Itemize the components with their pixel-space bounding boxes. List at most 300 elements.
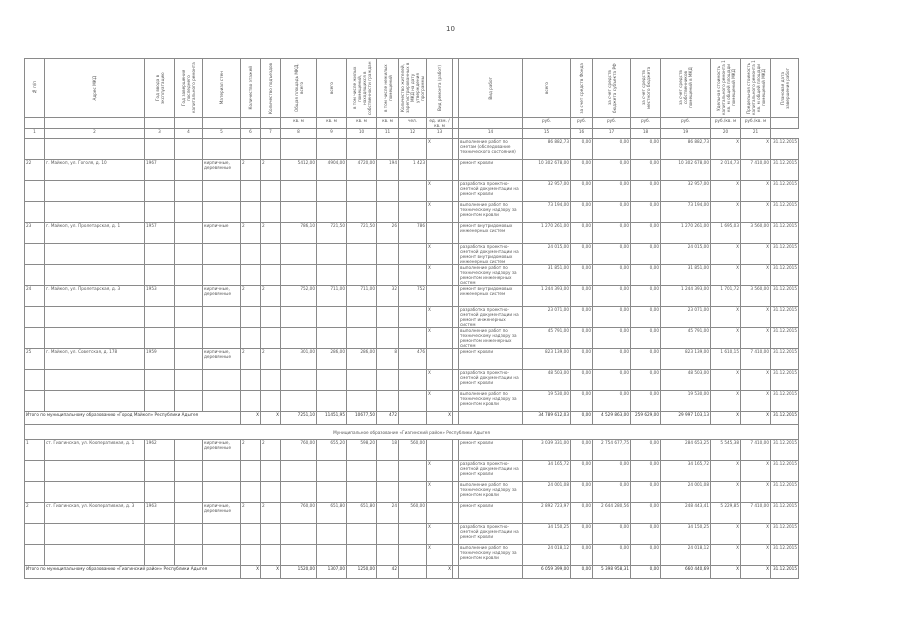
cell-fund: 0,00	[571, 265, 593, 286]
total-reg: 4 529 863,00	[593, 412, 631, 425]
cell-liv	[317, 265, 347, 286]
header-label: за счет средств Фонда	[579, 62, 584, 114]
column-number-cell: 11	[377, 129, 399, 139]
cell-own: 651,80	[347, 503, 377, 524]
cell-entr	[261, 244, 281, 265]
unit-cell	[771, 118, 799, 129]
cell-area	[281, 482, 317, 503]
cell-year	[145, 202, 175, 223]
total-label: Итого по муниципальному образованию «Город Майкоп» Республики Адыгея	[25, 412, 241, 425]
cell-floors	[241, 244, 261, 265]
total-row	[25, 566, 799, 579]
cell-entr	[261, 181, 281, 202]
total-code: X	[427, 566, 453, 579]
cell-total: 45 791,00	[523, 328, 571, 349]
empty-cell	[175, 328, 203, 349]
empty-cell	[175, 482, 203, 503]
cell-date: 31.12.2015	[771, 202, 799, 223]
total-spec: X	[711, 566, 741, 579]
cell-loc: 0,00	[631, 461, 661, 482]
cell-fund: 0,00	[571, 244, 593, 265]
cell-wall: кирпичные	[203, 223, 241, 244]
cell-total: 73 194,00	[523, 202, 571, 223]
cell-lim: 7 410,00	[741, 503, 771, 524]
cell-year: 1959	[145, 349, 175, 370]
cell-entr: 2	[261, 440, 281, 461]
cell-n	[25, 265, 45, 286]
header-label: Количество этажей	[248, 66, 253, 110]
cell-wall: кирпичные, деревянные	[203, 160, 241, 181]
column-number-cell: 6	[241, 129, 261, 139]
cell-year	[145, 482, 175, 503]
cell-own2: 248 443,41	[661, 503, 711, 524]
cell-liv: 286,00	[317, 349, 347, 370]
cell-year	[145, 461, 175, 482]
cell-liv	[317, 370, 347, 391]
cell-loc: 0,00	[631, 139, 661, 160]
cell-floors: 2	[241, 440, 261, 461]
cell-floors	[241, 545, 261, 566]
unit-cell: ед. изм. / кв. м	[427, 118, 453, 129]
work-row	[25, 391, 799, 412]
cell-work: выполнение работ по техническому надзору за ремонтом кровли	[459, 391, 523, 412]
empty-cell	[175, 307, 203, 328]
cell-unit	[399, 181, 427, 202]
cell-spec: 1 701,72	[711, 286, 741, 307]
header-cell	[711, 59, 741, 118]
header-label: всего	[329, 81, 334, 95]
cell-reg: 0,00	[593, 391, 631, 412]
cell-spec: X	[711, 524, 741, 545]
cell-own2: 23 071,00	[661, 307, 711, 328]
column-number-cell: 19	[661, 129, 711, 139]
cell-own2: 45 791,00	[661, 328, 711, 349]
cell-loc: 0,00	[631, 545, 661, 566]
house-row	[25, 286, 799, 307]
cell-code	[427, 503, 453, 524]
cell-addr: г. Майкоп, ул. Пролетарская, д. 3	[45, 286, 145, 307]
cell-reg: 0,00	[593, 370, 631, 391]
cell-entr	[261, 545, 281, 566]
column-number-cell: 18	[631, 129, 661, 139]
cell-spec: 5 545,38	[711, 440, 741, 461]
cell-own2: 24 015,00	[661, 244, 711, 265]
cell-n	[25, 370, 45, 391]
cell-loc: 0,00	[631, 244, 661, 265]
cell-fund: 0,00	[571, 139, 593, 160]
total-total: 34 789 612,03	[523, 412, 571, 425]
work-row	[25, 202, 799, 223]
cell-code: X	[427, 307, 453, 328]
column-number-cell: 3	[145, 129, 175, 139]
house-row	[25, 223, 799, 244]
cell-n	[25, 545, 45, 566]
cell-wall: кирпичные, деревянные	[203, 349, 241, 370]
cell-date: 31.12.2015	[771, 545, 799, 566]
cell-liv	[317, 181, 347, 202]
cell-n	[25, 461, 45, 482]
cell-entr: 2	[261, 349, 281, 370]
cell-n	[25, 482, 45, 503]
cell-own2: 34 150,25	[661, 524, 711, 545]
cell-reg: 0,00	[593, 545, 631, 566]
work-row	[25, 328, 799, 349]
header-cell	[25, 59, 45, 118]
cell-area	[281, 307, 317, 328]
cell-lim: 7 410,00	[741, 160, 771, 181]
cell-entr	[261, 461, 281, 482]
cell-own	[347, 244, 377, 265]
work-row	[25, 265, 799, 286]
cell-wall	[203, 307, 241, 328]
cell-total: 3 039 331,00	[523, 440, 571, 461]
empty-cell	[175, 440, 203, 461]
cell-loc: 0,00	[631, 265, 661, 286]
cell-entr	[261, 328, 281, 349]
cell-floors	[241, 202, 261, 223]
cell-year: 1962	[145, 440, 175, 461]
cell-wall	[203, 545, 241, 566]
unit-cell: кв. м	[377, 118, 399, 129]
cell-area	[281, 524, 317, 545]
cell-work: ремонт кровли	[459, 160, 523, 181]
cell-spec: X	[711, 202, 741, 223]
cell-fund: 0,00	[571, 307, 593, 328]
cell-work: выполнение работ по техническому надзору за ремонтом инженерных систем	[459, 328, 523, 349]
cell-wall	[203, 181, 241, 202]
unit-cell	[25, 118, 45, 129]
cell-own: 598,20	[347, 440, 377, 461]
cell-people: 8	[377, 349, 399, 370]
cell-own: 721,50	[347, 223, 377, 244]
cell-n	[25, 244, 45, 265]
cell-year: 1957	[145, 223, 175, 244]
cell-code: X	[427, 370, 453, 391]
cell-year	[145, 139, 175, 160]
cell-own2: 284 653,25	[661, 440, 711, 461]
cell-work: ремонт внутридомовых инженерных систем	[459, 286, 523, 307]
unit-cell: кв. м	[281, 118, 317, 129]
cell-wall	[203, 370, 241, 391]
cell-area	[281, 244, 317, 265]
header-cell	[593, 59, 631, 118]
cell-code: X	[427, 545, 453, 566]
page-number: 10	[446, 25, 455, 33]
work-row	[25, 524, 799, 545]
cell-liv	[317, 545, 347, 566]
total-liv: 1307,00	[317, 566, 347, 579]
cell-lim: X	[741, 461, 771, 482]
work-row	[25, 181, 799, 202]
cell-work: выполнение работ по техническому надзору за ремонтом кровли	[459, 482, 523, 503]
cell-n	[25, 202, 45, 223]
cell-entr	[261, 524, 281, 545]
cell-total: 34 165,72	[523, 461, 571, 482]
cell-lim: X	[741, 482, 771, 503]
total-own2: 29 997 103,13	[661, 412, 711, 425]
cell-reg: 0,00	[593, 286, 631, 307]
cell-floors	[241, 370, 261, 391]
cell-date: 31.12.2015	[771, 391, 799, 412]
cell-addr	[45, 265, 145, 286]
cell-unit: 476	[399, 349, 427, 370]
cell-wall	[203, 524, 241, 545]
cell-total: 1 270 261,00	[523, 223, 571, 244]
cell-loc: 0,00	[631, 482, 661, 503]
cell-lim: X	[741, 202, 771, 223]
unit-cell: руб.	[631, 118, 661, 129]
cell-code: X	[427, 139, 453, 160]
cell-fund: 0,00	[571, 160, 593, 181]
cell-addr: ст. Гиагинская, ул. Кооперативная, д. 3	[45, 503, 145, 524]
cell-own	[347, 391, 377, 412]
header-label: за счет средств собственников помещений в МКД	[678, 67, 693, 109]
empty-cell	[175, 244, 203, 265]
column-number-cell: 14	[459, 129, 523, 139]
header-label: за счет средств местного бюджета	[640, 66, 651, 110]
cell-code: X	[427, 482, 453, 503]
cell-total: 86 882,73	[523, 139, 571, 160]
column-number-cell: 7	[261, 129, 281, 139]
cell-date: 31.12.2015	[771, 223, 799, 244]
cell-reg: 0,00	[593, 524, 631, 545]
header-cell	[241, 59, 261, 118]
cell-year	[145, 181, 175, 202]
empty-cell	[175, 139, 203, 160]
cell-addr: г. Майкоп, ул. Гоголя, д. 10	[45, 160, 145, 181]
cell-date: 31.12.2015	[771, 244, 799, 265]
cell-addr	[45, 545, 145, 566]
empty-cell	[175, 524, 203, 545]
cell-n	[25, 524, 45, 545]
cell-reg: 0,00	[593, 181, 631, 202]
cell-loc: 0,00	[631, 202, 661, 223]
cell-lim: X	[741, 370, 771, 391]
cell-wall: кирпичные, деревянные	[203, 286, 241, 307]
column-number-cell: 13	[427, 129, 453, 139]
cell-work: ремонт кровли	[459, 503, 523, 524]
cell-date: 31.12.2015	[771, 328, 799, 349]
column-number-cell: 12	[399, 129, 427, 139]
cell-loc: 0,00	[631, 181, 661, 202]
cell-liv: 651,80	[317, 503, 347, 524]
cell-liv	[317, 524, 347, 545]
cell-code	[427, 440, 453, 461]
cell-own2: 32 957,00	[661, 181, 711, 202]
cell-year	[145, 370, 175, 391]
cell-n: 22	[25, 160, 45, 181]
cell-own	[347, 370, 377, 391]
total-date: 31.12.2015	[771, 412, 799, 425]
cell-own2: 823 139,00	[661, 349, 711, 370]
column-number-cell: 10	[347, 129, 377, 139]
cell-wall	[203, 139, 241, 160]
work-row	[25, 244, 799, 265]
cell-floors: 2	[241, 503, 261, 524]
cell-reg: 0,00	[593, 202, 631, 223]
column-number-cell: 5	[203, 129, 241, 139]
cell-work: разработка проектно-сметной документации на ремонт кровли	[459, 181, 523, 202]
cell-code: X	[427, 391, 453, 412]
empty-cell	[175, 545, 203, 566]
cell-entr	[261, 370, 281, 391]
total-area: 7251,10	[281, 412, 317, 425]
header-label: Год завершения последнего капитального ремонта	[181, 62, 196, 114]
cell-date: 31.12.2015	[771, 482, 799, 503]
header-cell	[45, 59, 145, 118]
cell-wall	[203, 244, 241, 265]
cell-year	[145, 391, 175, 412]
work-row	[25, 307, 799, 328]
cell-entr	[261, 139, 281, 160]
cell-addr	[45, 202, 145, 223]
cell-fund: 0,00	[571, 349, 593, 370]
cell-own	[347, 265, 377, 286]
cell-floors: 2	[241, 286, 261, 307]
empty-cell	[175, 349, 203, 370]
cell-liv	[317, 482, 347, 503]
cell-spec: X	[711, 482, 741, 503]
total-fund: 0,00	[571, 412, 593, 425]
cell-unit	[399, 524, 427, 545]
cell-unit	[399, 545, 427, 566]
cell-people	[377, 391, 399, 412]
house-row	[25, 503, 799, 524]
cell-own: 711,00	[347, 286, 377, 307]
total-people: 42	[377, 566, 399, 579]
cell-addr	[45, 391, 145, 412]
cell-work: ремонт кровли	[459, 349, 523, 370]
cell-fund: 0,00	[571, 181, 593, 202]
header-label: Количество жителей, зарегистрированных в МКД на дату утверждения программы	[400, 62, 425, 114]
column-number-cell: 21	[741, 129, 771, 139]
cell-code	[427, 223, 453, 244]
cell-fund: 0,00	[571, 524, 593, 545]
cell-liv: 711,00	[317, 286, 347, 307]
total-own: 10677,50	[347, 412, 377, 425]
cell-reg: 2 644 280,56	[593, 503, 631, 524]
cell-liv: 655,20	[317, 440, 347, 461]
cell-spec: X	[711, 265, 741, 286]
unit-cell	[261, 118, 281, 129]
cell-wall: кирпичные, деревянные	[203, 503, 241, 524]
cell-own2: 19 530,00	[661, 391, 711, 412]
cell-area	[281, 202, 317, 223]
house-row	[25, 440, 799, 461]
cell-work: разработка проектно-сметной документации на ремонт внутридомовых инженерных систем	[459, 244, 523, 265]
empty-cell	[175, 181, 203, 202]
cell-unit	[399, 328, 427, 349]
cell-fund: 0,00	[571, 461, 593, 482]
total-floors: X	[241, 566, 261, 579]
unit-cell: кв. м	[347, 118, 377, 129]
cell-spec: X	[711, 391, 741, 412]
cell-unit	[399, 202, 427, 223]
cell-people	[377, 265, 399, 286]
work-row	[25, 461, 799, 482]
cell-own2: 73 194,00	[661, 202, 711, 223]
unit-cell	[45, 118, 145, 129]
total-reg: 5 398 958,31	[593, 566, 631, 579]
cell-area	[281, 139, 317, 160]
cell-lim: X	[741, 328, 771, 349]
cell-loc: 0,00	[631, 286, 661, 307]
cell-reg: 0,00	[593, 482, 631, 503]
cell-total: 10 302 678,00	[523, 160, 571, 181]
cell-date: 31.12.2015	[771, 440, 799, 461]
cell-year	[145, 265, 175, 286]
units-row	[25, 118, 799, 129]
cell-addr	[45, 139, 145, 160]
cell-unit	[399, 461, 427, 482]
cell-wall	[203, 461, 241, 482]
cell-work: разработка проектно-сметной документации на ремонт кровли	[459, 524, 523, 545]
cell-floors	[241, 461, 261, 482]
header-label: Плановая дата завершения работ	[779, 67, 790, 109]
cell-fund: 0,00	[571, 482, 593, 503]
cell-spec: X	[711, 307, 741, 328]
cell-spec: X	[711, 328, 741, 349]
empty-cell	[175, 286, 203, 307]
cell-addr	[45, 307, 145, 328]
cell-n: 24	[25, 286, 45, 307]
empty-cell	[175, 461, 203, 482]
cell-own2: 86 882,73	[661, 139, 711, 160]
header-cell	[427, 59, 453, 118]
cell-liv	[317, 202, 347, 223]
cell-own	[347, 545, 377, 566]
cell-fund: 0,00	[571, 328, 593, 349]
cell-area	[281, 181, 317, 202]
cell-floors: 2	[241, 349, 261, 370]
cell-work: разработка проектно-сметной документации на ремонт инженерных систем	[459, 307, 523, 328]
cell-loc: 0,00	[631, 223, 661, 244]
cell-entr	[261, 307, 281, 328]
cell-reg: 0,00	[593, 349, 631, 370]
cell-year: 1967	[145, 160, 175, 181]
cell-lim: 3 560,00	[741, 286, 771, 307]
cell-own2: 34 165,72	[661, 461, 711, 482]
region-row	[25, 425, 799, 440]
cell-own: 286,00	[347, 349, 377, 370]
cell-spec: 2 014,73	[711, 160, 741, 181]
total-loc: 0,00	[631, 566, 661, 579]
cell-liv	[317, 307, 347, 328]
cell-area: 752,00	[281, 286, 317, 307]
header-cell	[347, 59, 377, 118]
cell-year: 1953	[145, 286, 175, 307]
cell-work: разработка проектно-сметной документации на ремонт кровли	[459, 461, 523, 482]
empty-cell	[175, 370, 203, 391]
work-row	[25, 139, 799, 160]
cell-liv: 721,50	[317, 223, 347, 244]
cell-work: выполнение работ по техническому надзору за ремонтом инженерных систем	[459, 265, 523, 286]
cell-year	[145, 244, 175, 265]
header-cell	[661, 59, 711, 118]
cell-liv	[317, 244, 347, 265]
empty-cell	[459, 566, 523, 579]
cell-entr: 2	[261, 223, 281, 244]
cell-code: X	[427, 461, 453, 482]
cell-reg: 0,00	[593, 265, 631, 286]
cell-fund: 0,00	[571, 440, 593, 461]
cell-lim: 7 410,00	[741, 349, 771, 370]
cell-spec: X	[711, 244, 741, 265]
header-label: Общая площадь МКД, всего	[293, 63, 304, 113]
cell-addr	[45, 482, 145, 503]
cell-year	[145, 524, 175, 545]
cell-own: 4720,00	[347, 160, 377, 181]
